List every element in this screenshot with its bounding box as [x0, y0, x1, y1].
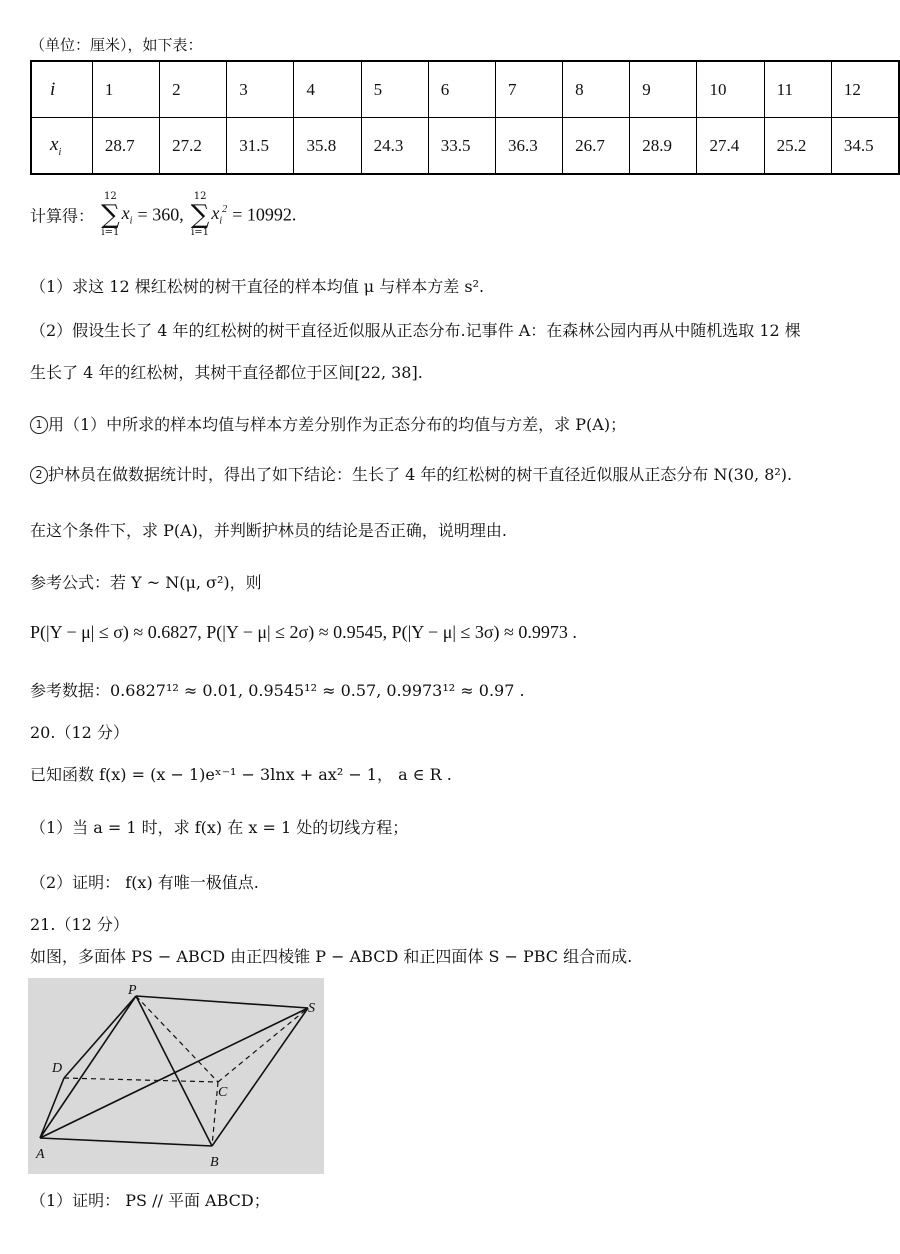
table-cell: 28.7 — [92, 118, 159, 175]
table-cell: 28.9 — [630, 118, 697, 175]
table-cell: 12 — [831, 61, 899, 118]
reference-data: 参考数据：0.6827¹² ≈ 0.01, 0.9545¹² ≈ 0.57, 0.9973¹² ≈ 0.97 . — [30, 681, 525, 700]
table-cell: 27.2 — [160, 118, 227, 175]
intro-text: （单位：厘米），如下表： — [30, 36, 203, 54]
vertex-label-b: B — [210, 1155, 219, 1170]
sub-question-2: 2 护林员在做数据统计时，得出了如下结论：生长了 4 年的红松树的树干直径近似服从正态分布 N(30, 8²). — [30, 462, 792, 485]
sub-question-1: 1 用（1）中所求的样本均值与样本方差分别作为正态分布的均值与方差，求 P(A)； — [30, 412, 626, 435]
sum-symbol: 12 ∑ i=1 — [101, 191, 120, 238]
table-row — [31, 118, 899, 175]
calc-line: 计算得： 12 ∑ i=1 $x_i = 360$, 12 ∑ i=1 $x_i^2 = 10992$. — [30, 191, 297, 238]
table-cell: 2 — [160, 61, 227, 118]
table-cell: 1 — [92, 61, 159, 118]
polyhedron-figure — [28, 978, 324, 1174]
question-2-line2: 生长了 4 年的红松树，其树干直径都位于区间[22, 38]. — [30, 363, 423, 382]
table-cell: 5 — [361, 61, 428, 118]
table-cell: 33.5 — [428, 118, 495, 175]
sub-question-2-line2: 在这个条件下，求 P(A)，并判断护林员的结论是否正确，说明理由. — [30, 521, 507, 540]
problem-21-q1: （1）证明： PS // 平面 ABCD； — [30, 1191, 270, 1210]
table-cell: 25.2 — [764, 118, 831, 175]
question-2-line1: （2）假设生长了 4 年的红松树的树干直径近似服从正态分布.记事件 A：在森林公园内再从中随机选取 12 棵 — [30, 321, 801, 340]
data-table — [30, 60, 900, 175]
problem-20-statement: 已知函数 f(x) = (x − 1)eˣ⁻¹ − 3lnx + ax² − 1， a ∈ R . — [30, 765, 452, 784]
circled-number: 2 — [30, 466, 48, 484]
table-cell: 6 — [428, 61, 495, 118]
vertex-label-s: S — [308, 1001, 315, 1016]
sum-symbol: 12 ∑ i=1 — [190, 191, 210, 238]
table-cell: 27.4 — [697, 118, 764, 175]
table-cell: 35.8 — [294, 118, 361, 175]
problem-20-q2: （2）证明： f(x) 有唯一极值点. — [30, 873, 259, 892]
table-cell: 8 — [563, 61, 630, 118]
table-cell: 31.5 — [227, 118, 294, 175]
table-header-i: i — [31, 61, 92, 118]
problem-20-q1: （1）当 a = 1 时，求 f(x) 在 x = 1 处的切线方程； — [30, 818, 409, 837]
table-cell: 3 — [227, 61, 294, 118]
problem-21-title: 21.（12 分） — [30, 915, 129, 934]
vertex-label-c: C — [218, 1085, 228, 1100]
question-1: （1）求这 12 棵红松树的树干直径的样本均值 μ 与样本方差 s². — [30, 277, 485, 296]
circled-number: 1 — [30, 416, 48, 434]
table-row — [31, 61, 899, 118]
table-cell: 36.3 — [495, 118, 562, 175]
problem-21-statement: 如图，多面体 PS − ABCD 由正四棱锥 P − ABCD 和正四面体 S − PBC 组合而成. — [30, 947, 633, 966]
table-header-xi: $x_i$ — [31, 118, 92, 175]
table-cell: 26.7 — [563, 118, 630, 175]
table-cell: 7 — [495, 61, 562, 118]
problem-20-title: 20.（12 分） — [30, 723, 129, 742]
table-cell: 4 — [294, 61, 361, 118]
formula: P(|Y − μ| ≤ σ) ≈ 0.6827, P(|Y − μ| ≤ 2σ) ≈ 0.9545, P(|Y − μ| ≤ 3σ) ≈ 0.9973 . — [30, 622, 577, 642]
table-cell: 34.5 — [831, 118, 899, 175]
polyhedron-diagram — [28, 978, 324, 1174]
table-cell: 11 — [764, 61, 831, 118]
formula-label: 参考公式：若 Y ~ N(μ, σ²)，则 — [30, 573, 262, 592]
vertex-label-p: P — [128, 983, 137, 998]
table-cell: 24.3 — [361, 118, 428, 175]
table-cell: 9 — [630, 61, 697, 118]
vertex-label-a: A — [36, 1147, 45, 1162]
table-cell: 10 — [697, 61, 764, 118]
vertex-label-d: D — [52, 1061, 63, 1076]
